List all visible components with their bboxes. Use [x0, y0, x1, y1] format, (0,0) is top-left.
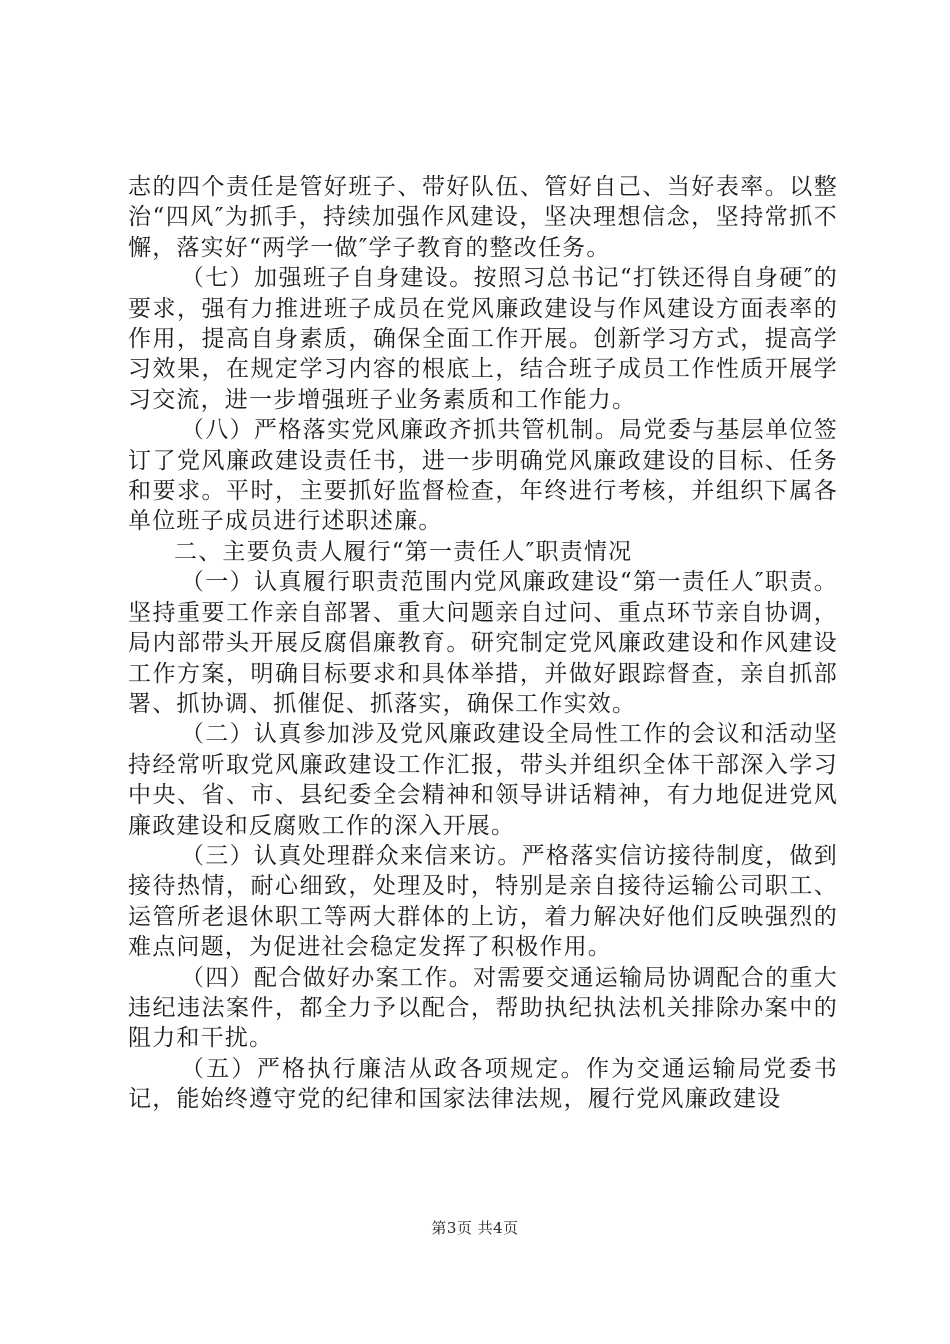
- section-heading-2: 二、主要负责人履行“第一责任人″职责情况: [174, 538, 633, 565]
- page-number: 第3页 共4页: [431, 1219, 519, 1237]
- paragraph-continuation: 志的四个责任是管好班子、带好队伍、管好自己、当好表率。以整治“四风″为抓手，持续加强作风建设，坚决理想信念，坚持常抓不懈，落实好“两学一做″学子教育的整改任务。: [128, 174, 838, 261]
- paragraph-section-8: （八）严格落实党风廉政齐抓共管机制。局党委与基层单位签订了党风廉政建设责任书，进一步明确党风廉政建设的目标、任务和要求。平时，主要抓好监督检查，年终进行考核，并组织下属各单位班子成员进行述职述廉。: [128, 417, 838, 535]
- paragraph-item-3: （三）认真处理群众来信来访。严格落实信访接待制度，做到接待热情，耐心细致，处理及时，特别是亲自接待运输公司职工、运管所老退休职工等两大群体的上访，着力解决好他们反映强烈的难点问题，为促进社会稳定发挥了积极作用。: [128, 842, 838, 961]
- document-body: [128, 172, 838, 1115]
- paragraph-item-5: （五）严格执行廉洁从政各项规定。作为交通运输局党委书记，能始终遵守党的纪律和国家法律法规，履行党风廉政建设: [128, 1055, 838, 1113]
- paragraph-item-1: （一）认真履行职责范围内党风廉政建设“第一责任人″职责。坚持重要工作亲自部署、重大问题亲自过问、重点环节亲自协调，局内部带头开展反腐倡廉教育。研究制定党风廉政建设和作风建设工作方案，明确目标要求和具体举措，并做好跟踪督查，亲自抓部署、抓协调、抓催促、抓落实，确保工作实效。: [128, 569, 838, 717]
- paragraph-item-4: （四）配合做好办案工作。对需要交通运输局协调配合的重大违纪违法案件，都全力予以配合，帮助执纪执法机关排除办案中的阻力和干扰。: [128, 964, 838, 1052]
- paragraph-section-7: （七）加强班子自身建设。按照习总书记“打铁还得自身硬″的要求，强有力推进班子成员在党风廉政建设与作风建设方面表率的作用，提高自身素质，确保全面工作开展。创新学习方式，提高学习效果，在规定学习内容的根底上，结合班子成员工作性质开展学习交流，进一步增强班子业务素质和工作能力。: [128, 265, 838, 413]
- paragraph-item-2: （二）认真参加涉及党风廉政建设全局性工作的会议和活动坚持经常听取党风廉政建设工作汇报，带头并组织全体干部深入学习中央、省、市、县纪委全会精神和领导讲话精神，有力地促进党风廉政建设和反腐败工作的深入开展。: [128, 721, 838, 839]
